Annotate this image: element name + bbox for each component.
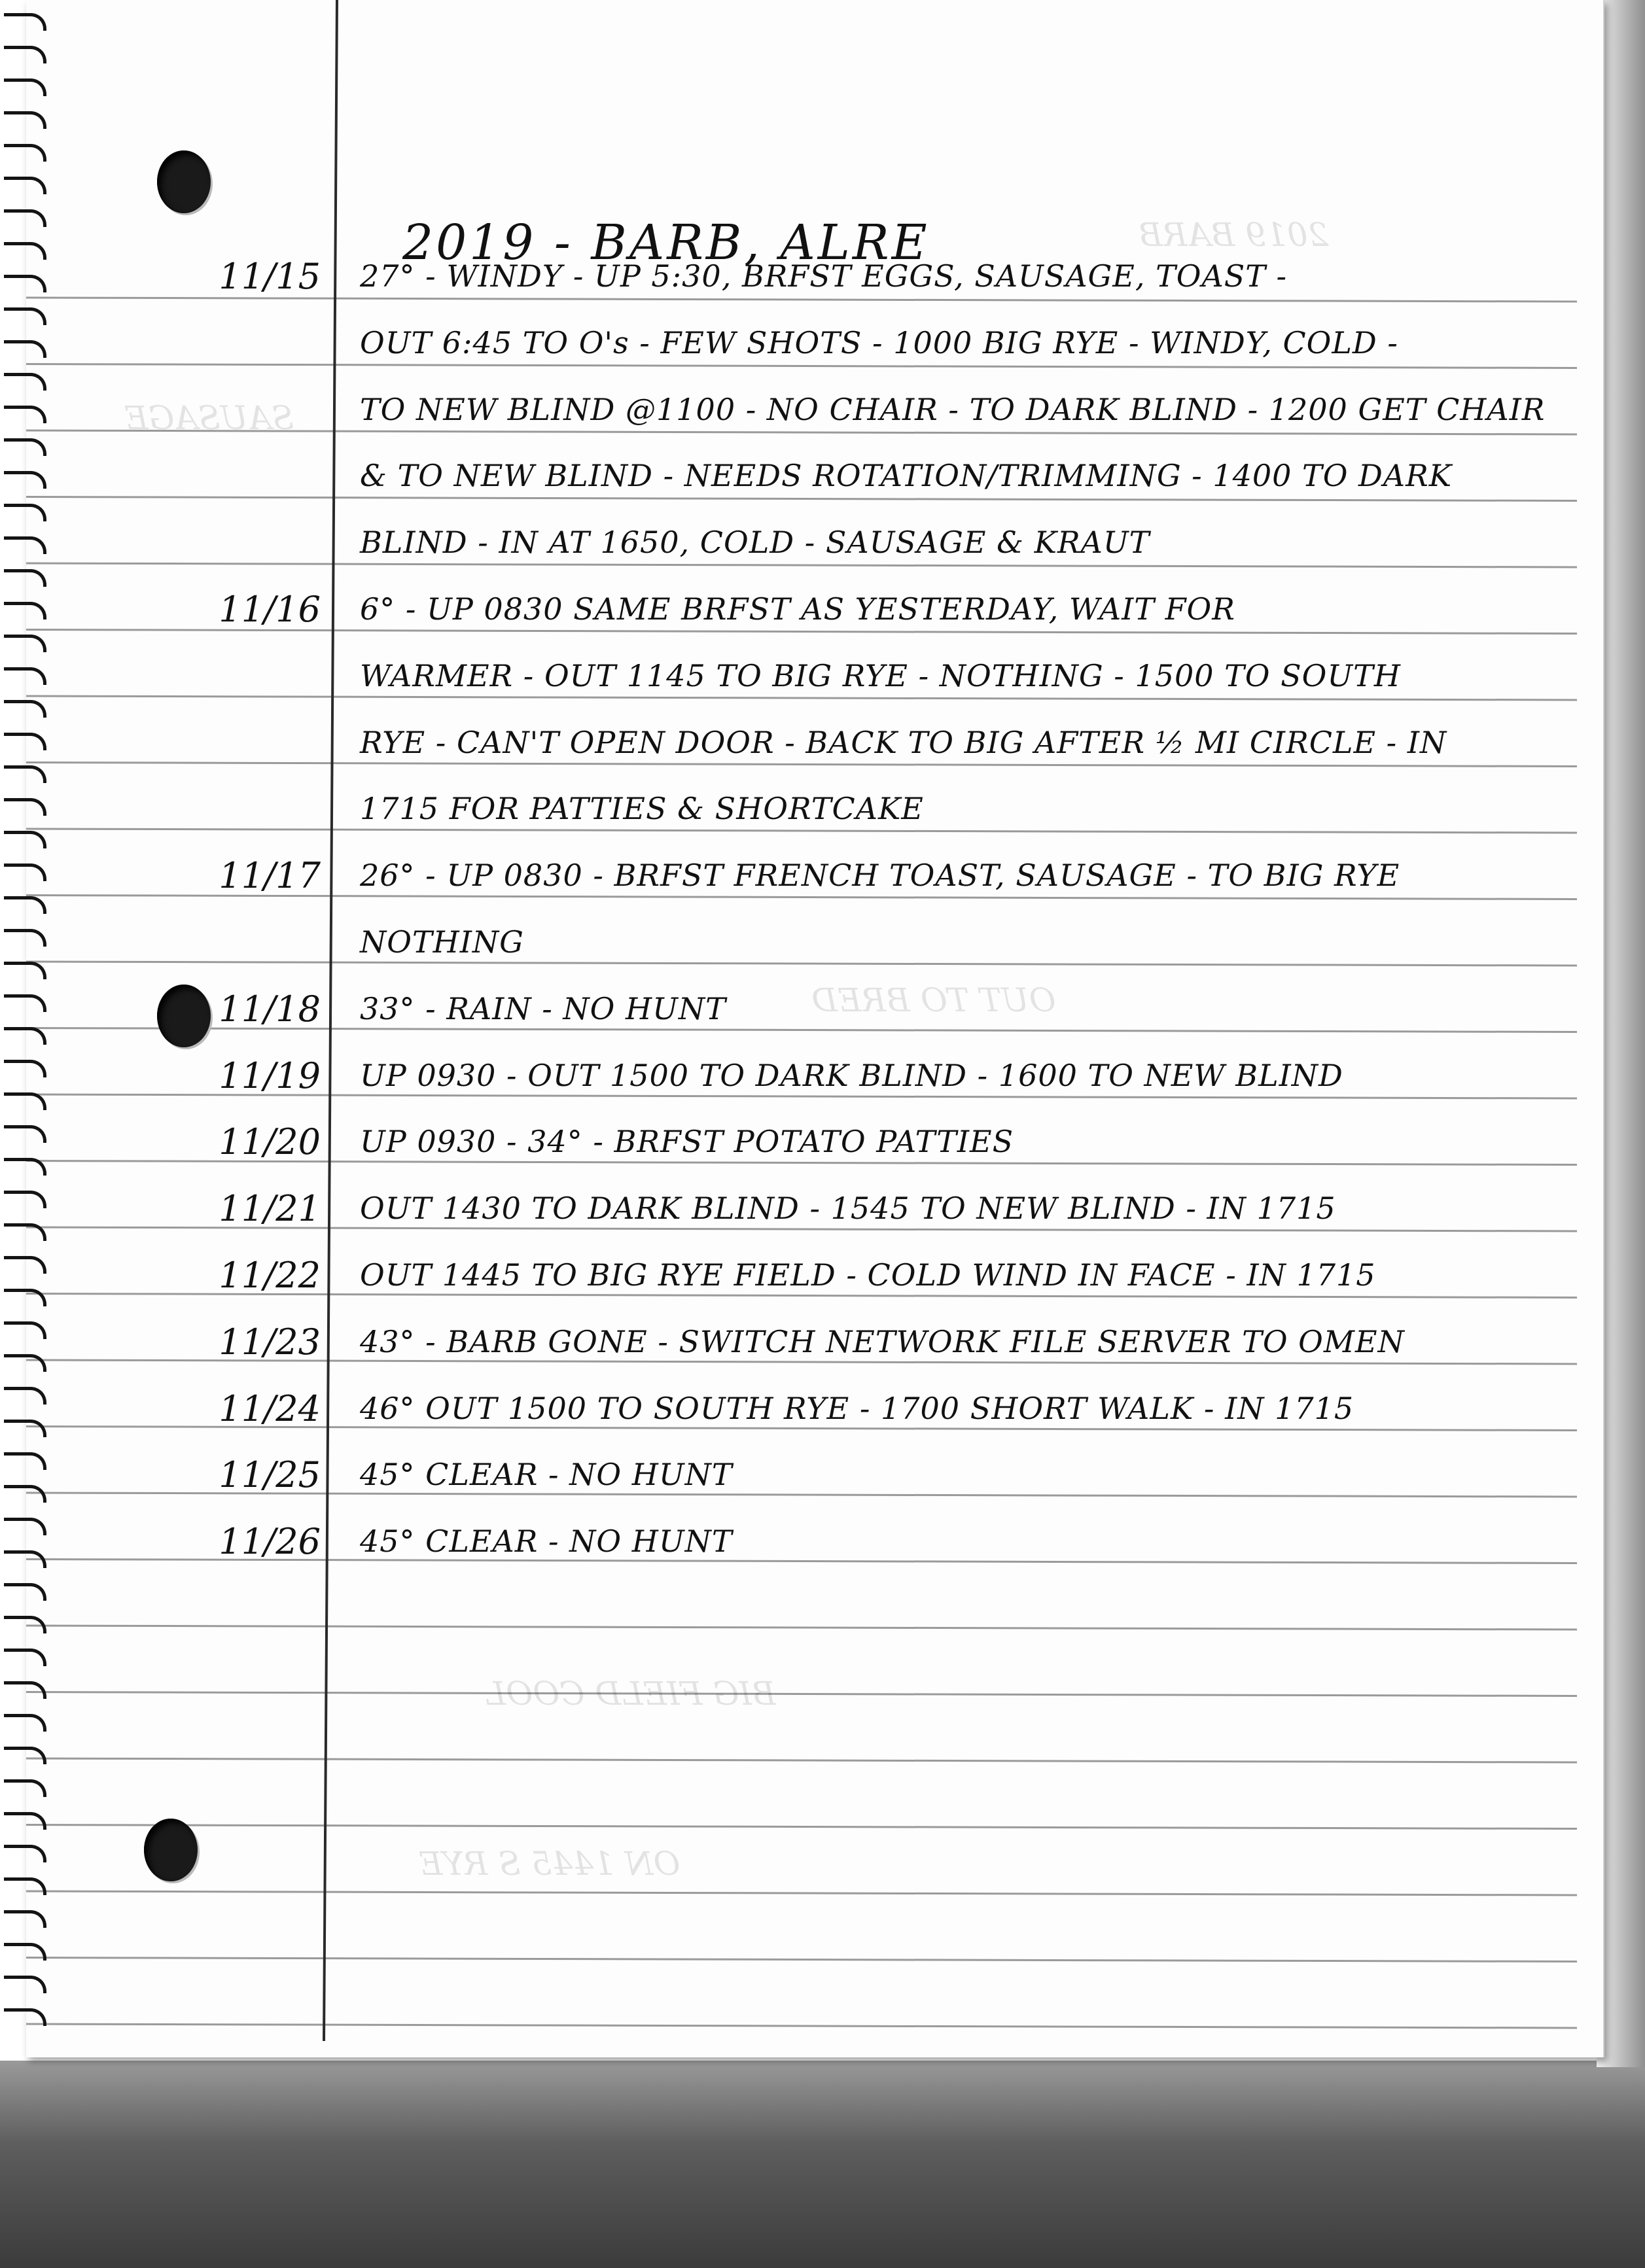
- entry-date: 11/20: [219, 1121, 321, 1163]
- spiral-coil: [4, 1943, 46, 1961]
- spiral-coil: [4, 1877, 46, 1895]
- entry-text-line: UP 0930 - 34° - BRFST POTATO PATTIES: [360, 1124, 1014, 1160]
- spiral-coil: [4, 1550, 46, 1568]
- bleed-through-text: OUT TO BRED: [811, 981, 1056, 1019]
- entry-text-line: 27° - WINDY - UP 5:30, BRFST EGGS, SAUSAGE, TOAST -: [360, 258, 1288, 294]
- spiral-coil: [4, 373, 46, 391]
- entry-text-line: 26° - UP 0830 - BRFST FRENCH TOAST, SAUSAGE - TO BIG RYE: [360, 858, 1400, 894]
- spiral-coil: [4, 46, 46, 63]
- entry-text-line: WARMER - OUT 1145 TO BIG RYE - NOTHING - 1500 TO SOUTH: [360, 657, 1401, 693]
- spiral-coil: [4, 1649, 46, 1666]
- spiral-coil: [4, 1583, 46, 1601]
- entry-date: 11/24: [219, 1387, 321, 1429]
- entry-date: 11/21: [219, 1188, 321, 1230]
- spiral-coil: [4, 1191, 46, 1208]
- spiral-coil: [4, 1910, 46, 1928]
- entry-text-line: BLIND - IN AT 1650, COLD - SAUSAGE & KRAUT: [360, 525, 1150, 561]
- spiral-coil: [4, 1452, 46, 1470]
- spiral-coil: [4, 700, 46, 718]
- spiral-coil: [4, 1321, 46, 1339]
- spiral-coil: [4, 1845, 46, 1862]
- spiral-coil: [4, 798, 46, 816]
- punch-hole: [144, 1819, 198, 1881]
- spiral-coil: [4, 79, 46, 96]
- spiral-coil: [4, 307, 46, 325]
- spiral-coil: [4, 1779, 46, 1797]
- spiral-coil: [4, 242, 46, 260]
- spiral-coil: [4, 177, 46, 194]
- entry-text-line: UP 0930 - OUT 1500 TO DARK BLIND - 1600 TO NEW BLIND: [360, 1057, 1343, 1093]
- entry-text-line: 45° CLEAR - NO HUNT: [360, 1457, 733, 1493]
- spiral-coil: [4, 1060, 46, 1077]
- entry-text-line: & TO NEW BLIND - NEEDS ROTATION/TRIMMING - 1400 TO DARK: [360, 458, 1453, 494]
- ruled-line: [26, 1758, 1577, 1762]
- entry-date: 11/25: [219, 1454, 321, 1496]
- entry-text-line: 43° - BARB GONE - SWITCH NETWORK FILE SERVER TO OMEN: [360, 1323, 1405, 1359]
- bleed-through-text: BIG FIELD COOL: [484, 1675, 776, 1713]
- ruled-line: [26, 563, 1577, 567]
- entry-text-line: 45° CLEAR - NO HUNT: [360, 1524, 733, 1560]
- spiral-coil: [4, 929, 46, 947]
- bleed-through-text: 2019 BARB: [1139, 216, 1329, 254]
- ruled-line: [26, 298, 1577, 302]
- spiral-coil: [4, 1420, 46, 1437]
- entry-text-line: TO NEW BLIND @1100 - NO CHAIR - TO DARK BLIND - 1200 GET CHAIR: [360, 391, 1546, 427]
- ruled-line: [26, 829, 1577, 833]
- spiral-coil: [4, 406, 46, 423]
- ruled-line: [26, 763, 1577, 767]
- entry-date: 11/22: [219, 1255, 321, 1296]
- entry-text-line: 1715 FOR PATTIES & SHORTCAKE: [360, 791, 924, 827]
- spiral-coil: [4, 340, 46, 358]
- spiral-coil: [4, 1681, 46, 1699]
- notebook-page: [26, 0, 1604, 2057]
- spiral-coil: [4, 2008, 46, 2026]
- spiral-coil: [4, 1223, 46, 1241]
- spiral-coil: [4, 111, 46, 129]
- ruled-line: [26, 630, 1577, 634]
- entry-date: 11/15: [219, 256, 321, 297]
- spiral-coil: [4, 1027, 46, 1045]
- spiral-coil: [4, 1125, 46, 1143]
- spiral-coil: [4, 733, 46, 750]
- spiral-coil: [4, 1485, 46, 1503]
- scanner-background-bottom: [0, 2061, 1645, 2268]
- spiral-coil: [4, 1092, 46, 1110]
- spiral-coil: [4, 831, 46, 848]
- spiral-coil: [4, 896, 46, 914]
- spiral-coil: [4, 504, 46, 521]
- bleed-through-text: ON 1445 S RYE: [419, 1845, 681, 1883]
- spiral-coil: [4, 1747, 46, 1764]
- spiral-coil: [4, 1616, 46, 1633]
- ruled-line: [26, 1825, 1577, 1829]
- spiral-coil: [4, 536, 46, 554]
- entry-text-line: OUT 1445 TO BIG RYE FIELD - COLD WIND IN FACE - IN 1715: [360, 1257, 1376, 1293]
- spiral-coil: [4, 438, 46, 456]
- spiral-coil: [4, 569, 46, 587]
- entry-date: 11/18: [219, 988, 321, 1030]
- spiral-coil: [4, 602, 46, 619]
- ruled-line: [26, 696, 1577, 700]
- entry-text-line: NOTHING: [360, 924, 524, 960]
- ruled-line: [26, 962, 1577, 966]
- spiral-coil: [4, 765, 46, 783]
- entry-date: 11/26: [219, 1521, 321, 1563]
- entry-text-line: RYE - CAN'T OPEN DOOR - BACK TO BIG AFTER ½ MI CIRCLE - IN: [360, 724, 1447, 760]
- entry-text-line: 33° - RAIN - NO HUNT: [360, 990, 726, 1026]
- bleed-through-text: SAUSAGE: [124, 399, 294, 437]
- entry-text-line: OUT 6:45 TO O's - FEW SHOTS - 1000 BIG RYE - WINDY, COLD -: [360, 324, 1398, 360]
- spiral-binding: [0, 13, 52, 2048]
- entry-date: 11/19: [219, 1055, 321, 1096]
- spiral-coil: [4, 1158, 46, 1176]
- page-title: 2019 - BARB, ALRE: [402, 215, 930, 271]
- ruled-line: [26, 364, 1577, 368]
- ruled-line: [26, 1958, 1577, 1962]
- spiral-coil: [4, 635, 46, 652]
- ruled-line: [26, 1692, 1577, 1696]
- entry-text-line: 46° OUT 1500 TO SOUTH RYE - 1700 SHORT WALK - IN 1715: [360, 1390, 1354, 1426]
- spiral-coil: [4, 209, 46, 227]
- spiral-coil: [4, 471, 46, 489]
- spiral-coil: [4, 667, 46, 685]
- spiral-coil: [4, 1812, 46, 1830]
- spiral-coil: [4, 1289, 46, 1306]
- ruled-line: [26, 1626, 1577, 1630]
- spiral-coil: [4, 1714, 46, 1732]
- ruled-line: [26, 1891, 1577, 1895]
- spiral-coil: [4, 1387, 46, 1404]
- spiral-coil: [4, 275, 46, 292]
- ruled-line: [26, 497, 1577, 501]
- spiral-coil: [4, 1256, 46, 1274]
- spiral-coil: [4, 864, 46, 881]
- entry-date: 11/17: [219, 855, 321, 897]
- margin-line: [324, 0, 337, 2041]
- entry-text-line: OUT 1430 TO DARK BLIND - 1545 TO NEW BLIND - IN 1715: [360, 1191, 1336, 1227]
- entry-date: 11/23: [219, 1321, 321, 1363]
- spiral-coil: [4, 1518, 46, 1535]
- spiral-coil: [4, 1354, 46, 1372]
- spiral-coil: [4, 144, 46, 162]
- spiral-coil: [4, 994, 46, 1012]
- entry-date: 11/16: [219, 589, 321, 630]
- entry-text-line: 6° - UP 0830 SAME BRFST AS YESTERDAY, WAIT FOR: [360, 591, 1235, 627]
- ruled-line: [26, 2024, 1577, 2028]
- spiral-coil: [4, 1976, 46, 1993]
- spiral-coil: [4, 962, 46, 979]
- punch-hole: [157, 150, 211, 213]
- spiral-coil: [4, 13, 46, 31]
